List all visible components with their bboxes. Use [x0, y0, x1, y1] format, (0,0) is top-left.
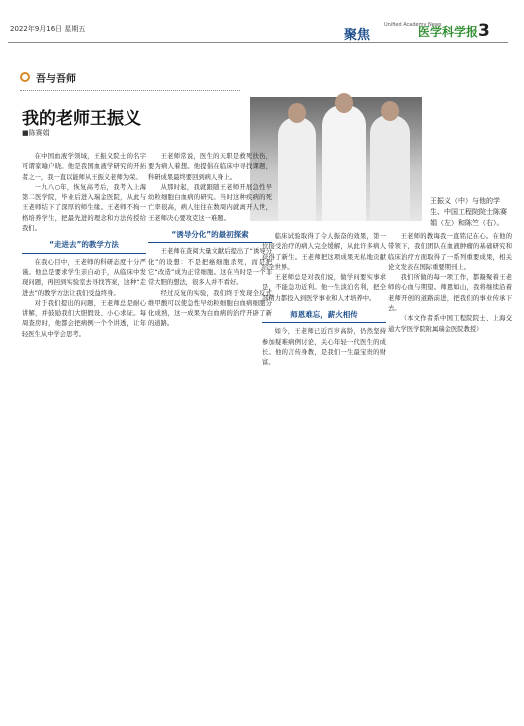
- subheading: “诱导分化”的最初探索: [148, 230, 272, 243]
- photo-head-right: [381, 101, 399, 121]
- english-tag: Unified Academy News: [384, 22, 442, 28]
- subheading: “走进去”的教学方法: [22, 240, 146, 253]
- article-author: ■陈赛娟: [22, 129, 50, 137]
- article-column-3: [262, 232, 386, 369]
- photo-head-center: [335, 93, 353, 113]
- paragraph: 如今，王老师已近百岁高龄，仍然坚持参加疑难病例讨论，关心年轻一代医生的成长。他的言传身教，是我们一生最宝贵的财富。: [262, 328, 386, 367]
- article-title: 我的老师王振义: [22, 109, 141, 129]
- section-title: 吾与吾师: [36, 74, 76, 85]
- section-label: 聚焦: [344, 28, 371, 43]
- photo-person-right: [370, 115, 410, 221]
- article-column-2: [148, 152, 272, 330]
- article-column-4: [388, 232, 512, 335]
- paragraph: 经过反复的实验，我们终于发现全反式维甲酸可以使急性早幼粒细胞白血病细胞分化成熟，这一成果为白血病的治疗开辟了新的道路。: [148, 289, 272, 328]
- circle-icon: [20, 72, 30, 82]
- paragraph: 王老师总是对我们说，做学问要实事求是，不能急功近利。他一生淡泊名利，把全部精力都投入到医学事业和人才培养中。: [262, 274, 386, 302]
- page-number: 3: [478, 21, 490, 41]
- photo-caption: 王振义（中）与他的学生、中国工程院院士陈赛娟（左）和陈竺（右）。: [430, 197, 507, 227]
- header-divider: [8, 42, 508, 43]
- newspaper-name: 医学科学报: [418, 25, 479, 39]
- paragraph: 从那时起，我就跟随王老师开展急性早幼粒细胞白血病的研究。当时这种疾病的死亡率很高，病人往往在数周内就离开人世，王老师决心要攻克这一难题。: [148, 183, 272, 222]
- paragraph: 我们所做的每一项工作，都凝聚着王老师的心血与期望。师恩如山，我将继续沿着老师开创的道路前进，把我们的事业传承下去。: [388, 274, 512, 313]
- photo-person-left: [278, 117, 316, 221]
- photo-head-left: [288, 103, 306, 123]
- paragraph: 王老师常说，医生的天职是救死扶伤，要为病人着想。他提倡在临床中寻找课题，科研成果最终要回到病人身上。: [148, 153, 272, 181]
- paragraph: 对于我们提出的问题，王老师总是耐心讲解，并鼓励我们大胆假设、小心求证。每周查房时，他都会把病例一个个讲透，让年轻医生从中学会思考。: [22, 299, 146, 338]
- issue-date: 2022年9月16日 星期五: [10, 25, 86, 33]
- section-divider: [20, 90, 240, 91]
- photo-person-center: [322, 105, 366, 221]
- paragraph: 在我心目中，王老师的科研态度十分严谨。他总是要求学生亲自动手，从临床中发现问题，再回到实验室去寻找答案，这种“走进去”的教学方法让我们受益终身。: [22, 258, 146, 297]
- paragraph: 王老师的教诲我一直铭记在心。在他的带领下，我们团队在血液肿瘤的基础研究和临床治疗方面取得了一系列重要成果，相关论文发表在国际重要期刊上。: [388, 233, 512, 271]
- top-header: [8, 20, 508, 42]
- article-photo: [250, 97, 422, 221]
- article-column-1: [22, 152, 146, 340]
- paragraph: 王老师在查阅大量文献后提出了“诱导分化”的设想：不是把癌细胞杀死，而是把它“改造”成为正常细胞。这在当时是一个非常大胆的想法，很多人并不看好。: [148, 248, 272, 287]
- author-note: （本文作者系中国工程院院士、上海交通大学医学院附属瑞金医院教授）: [388, 315, 512, 333]
- paragraph: 临床试验取得了令人振奋的效果，第一位接受治疗的病人完全缓解，从此许多病人获得了新生。王老师把这项成果无私地贡献给全世界。: [262, 233, 386, 271]
- paragraph: 一九八○年，恢复高考后，我考入上海第二医学院，毕业后进入瑞金医院，从此与王老师结下了深厚的师生缘。王老师不拘一格培养学生，把最先进的理念和方法传授给我们。: [22, 183, 146, 233]
- paragraph: 在中国血液学领域，王振义院士的名字可谓家喻户晓。他是我国血液学研究的开拓者之一，我一直以能师从王振义老师为荣。: [22, 153, 146, 181]
- subheading: 师恩难忘，薪火相传: [262, 310, 386, 323]
